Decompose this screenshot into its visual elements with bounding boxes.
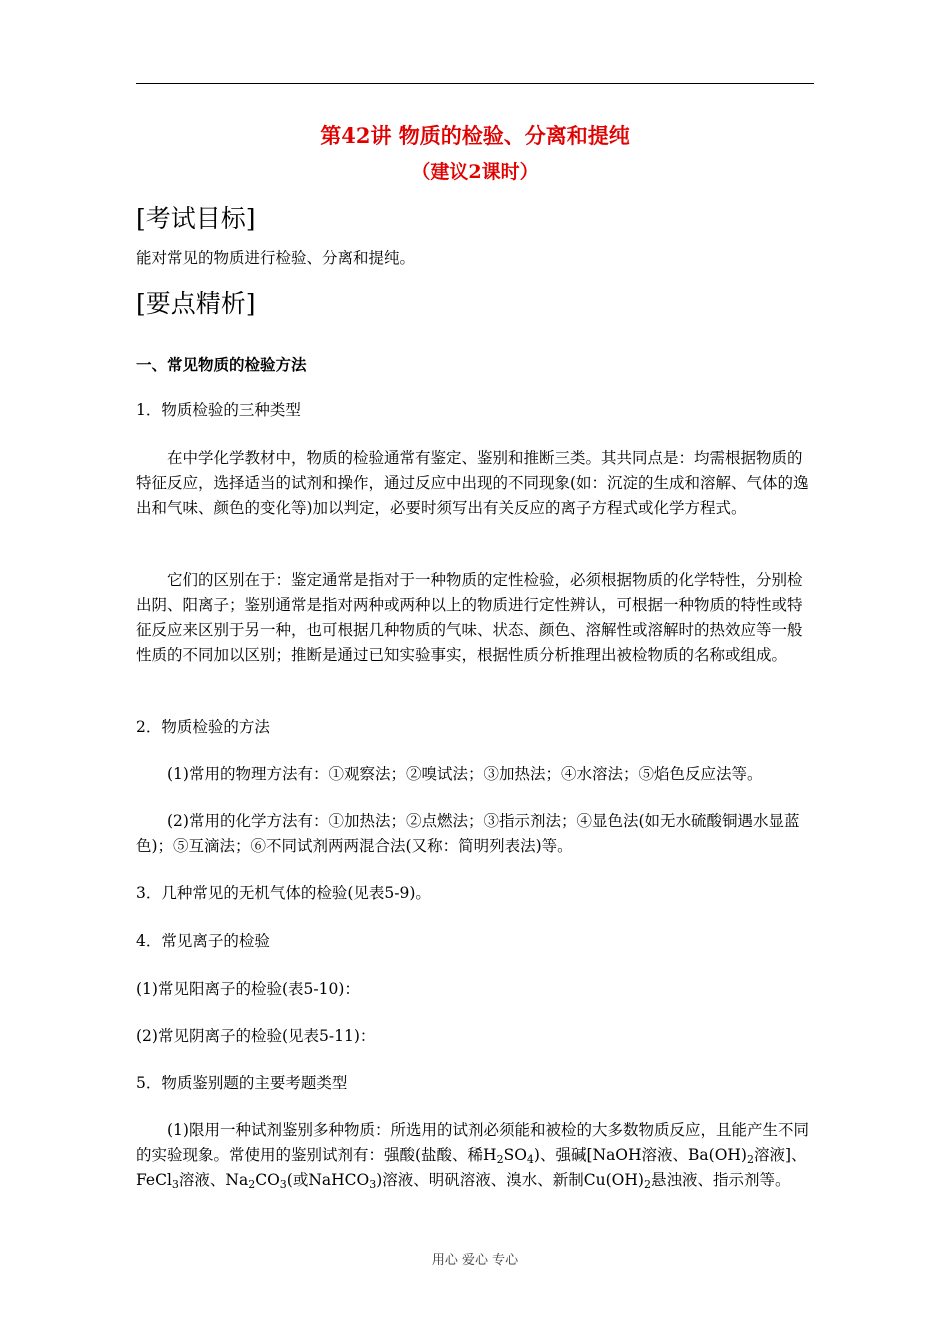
item-ion-detection: 4．常见离子的检验 <box>136 932 270 950</box>
paragraph-differences: 它们的区别在于：鉴定通常是指对于一种物质的定性检验，必须根据物质的化学特性，分别检出阴、阳离子；鉴别通常是指对两种或两种以上的物质进行定性辨认，可根据一种物质的特性或特征反应来区别于另一种，也可根据几种物质的气味、状态、颜色、溶解性或溶解时的热效应等一般性质的不同加以区别；推断是通过已知实验事实，根据性质分析推理出被检物质的名称或组成。 <box>136 571 803 664</box>
page-footer: 用心 爱心 专心 <box>431 1253 519 1268</box>
item-three-types: 1．物质检验的三种类型 <box>136 401 301 419</box>
item-detection-methods: 2．物质检验的方法 <box>136 718 270 736</box>
anion-detection: (2)常见阴离子的检验(见表5-11)： <box>136 1027 376 1045</box>
item-gas-detection: 3．几种常见的无机气体的检验(见表5-9)。 <box>136 884 431 902</box>
header-rule <box>136 83 814 84</box>
goal-text: 能对常见的物质进行检验、分离和提纯。 <box>136 249 416 267</box>
physical-methods: (1)常用的物理方法有：①观察法；②嗅试法；③加热法；④水溶法；⑤焰色反应法等。 <box>167 765 763 783</box>
cation-detection: (1)常见阳离子的检验(表5-10)： <box>136 980 360 998</box>
lecture-title: 第42讲 物质的检验、分离和提纯 <box>320 123 630 148</box>
lecture-subtitle: （建议2课时） <box>411 161 539 183</box>
paragraph-single-reagent: (1)限用一种试剂鉴别多种物质：所选用的试剂必须能和被检的大多数物质反应，且能产生不同的实验现象。常使用的鉴别试剂有：强酸(盐酸、稀$H_2SO_4$)、强碱[NaOH溶液、$Ba(OH)_2$溶液]、FeCl$_3$溶液、$Na_2CO_3$(或NaHCO$_3$)溶液、明矾溶液、溴水、新制$Cu(OH)_2$悬浊液、指示剂等。 <box>136 1121 809 1191</box>
section-exam-goal: [考试目标] <box>136 204 256 233</box>
heading-detection-methods: 一、常见物质的检验方法 <box>136 355 307 374</box>
paragraph-common-points: 在中学化学教材中，物质的检验通常有鉴定、鉴别和推断三类。其共同点是：均需根据物质的特征反应，选择适当的试剂和操作，通过反应中出现的不同现象(如：沉淀的生成和溶解、气体的逸出和气味、颜色的变化等)加以判定，必要时须写出有关反应的离子方程式或化学方程式。 <box>136 449 809 517</box>
section-key-points: [要点精析] <box>136 289 256 318</box>
chemical-methods: (2)常用的化学方法有：①加热法；②点燃法；③指示剂法；④显色法(如无水硫酸铜遇水显蓝色)；⑤互滴法；⑥不同试剂两两混合法(又称：简明列表法)等。 <box>136 812 800 855</box>
item-identification-types: 5．物质鉴别题的主要考题类型 <box>136 1074 348 1092</box>
